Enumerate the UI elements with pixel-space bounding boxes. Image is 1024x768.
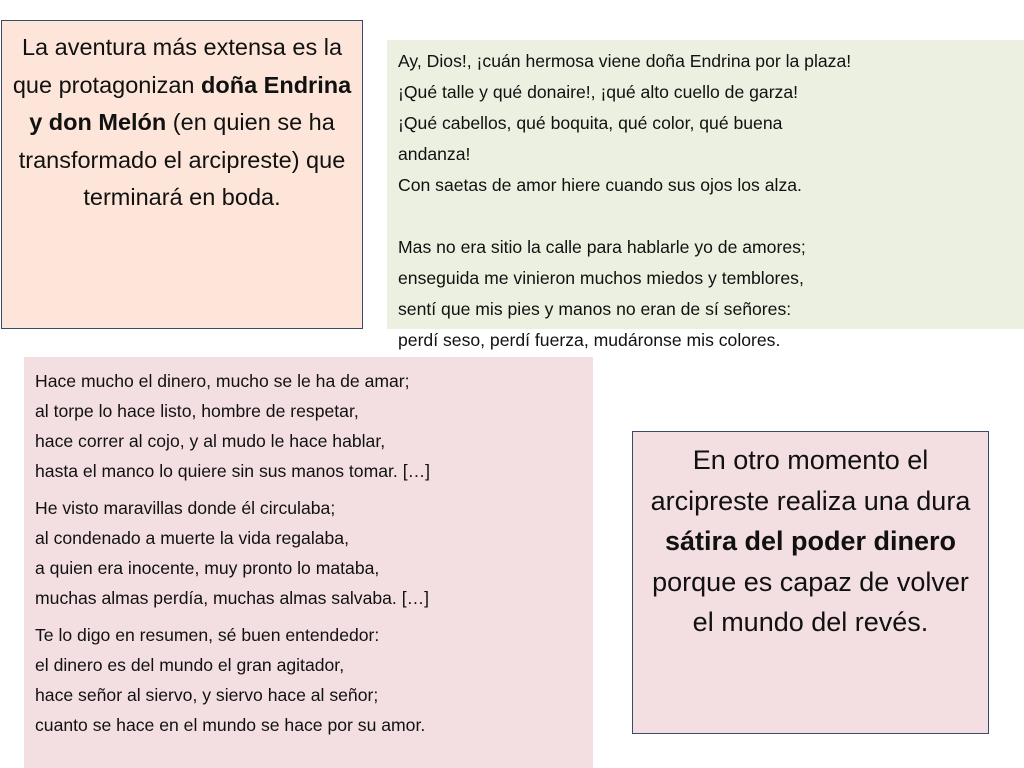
dinero-poem-stanza-3 xyxy=(35,620,583,740)
endrina-poem-stanza-2 xyxy=(398,232,1014,356)
dinero-poem-stanza-2 xyxy=(35,493,583,613)
poem-line: ¡Qué cabellos, qué boquita, qué color, qué buena xyxy=(398,113,783,133)
endrina-summary-bold: doña Endrina y don Melón xyxy=(29,71,352,135)
dinero-poem-stanza-1 xyxy=(35,366,583,486)
satira-summary-box xyxy=(632,431,989,734)
poem-line: Mas no era sitio la calle para hablarle yo de amores; xyxy=(398,237,806,257)
poem-line: el dinero es del mundo el gran agitador, xyxy=(35,655,345,675)
poem-line: andanza! xyxy=(398,144,471,164)
poem-line: Con saetas de amor hiere cuando sus ojos los alza. xyxy=(398,175,802,195)
poem-line: enseguida me vinieron muchos miedos y temblores, xyxy=(398,268,804,288)
poem-line: hace señor al siervo, y siervo hace al señor; xyxy=(35,685,379,705)
poem-line: muchas almas perdía, muchas almas salvaba. […] xyxy=(35,588,430,608)
poem-line: sentí que mis pies y manos no eran de sí señores: xyxy=(398,299,792,319)
poem-line: perdí seso, perdí fuerza, mudáronse mis colores. xyxy=(398,330,781,350)
satira-summary-text-1: En otro momento el arcipreste realiza una dura xyxy=(650,445,971,516)
satira-summary-text-2: porque es capaz de volver el mundo del revés. xyxy=(652,566,969,637)
satira-summary-bold: sátira del poder dinero xyxy=(664,526,957,556)
poem-line: hace correr al cojo, y al mudo le hace hablar, xyxy=(35,431,386,451)
endrina-poem-box xyxy=(387,40,1024,350)
poem-line: ¡Qué talle y qué donaire!, ¡qué alto cuello de garza! xyxy=(398,82,799,102)
poem-line: hasta el manco lo quiere sin sus manos tomar. […] xyxy=(35,461,431,481)
poem-line: Te lo digo en resumen, sé buen entendedor: xyxy=(35,625,380,645)
endrina-poem-stanza-1 xyxy=(398,46,1014,201)
poem-line: cuanto se hace en el mundo se hace por su amor. xyxy=(35,715,426,735)
poem-line: al condenado a muerte la vida regalaba, xyxy=(35,528,349,548)
poem-line: Ay, Dios!, ¡cuán hermosa viene doña Endrina por la plaza! xyxy=(398,51,852,71)
poem-line: He visto maravillas donde él circulaba; xyxy=(35,498,336,518)
poem-line: Hace mucho el dinero, mucho se le ha de amar; xyxy=(35,371,410,391)
endrina-summary-box xyxy=(1,20,363,329)
poem-line: al torpe lo hace listo, hombre de respetar, xyxy=(35,401,359,421)
poem-line: a quien era inocente, muy pronto lo mataba, xyxy=(35,558,380,578)
endrina-summary-text-1: La aventura más extensa es la que protagonizan xyxy=(12,34,343,98)
endrina-summary-text-2: (en quien se ha transformado el arcipreste) que terminará en boda. xyxy=(18,109,346,210)
dinero-poem-box xyxy=(24,357,593,768)
